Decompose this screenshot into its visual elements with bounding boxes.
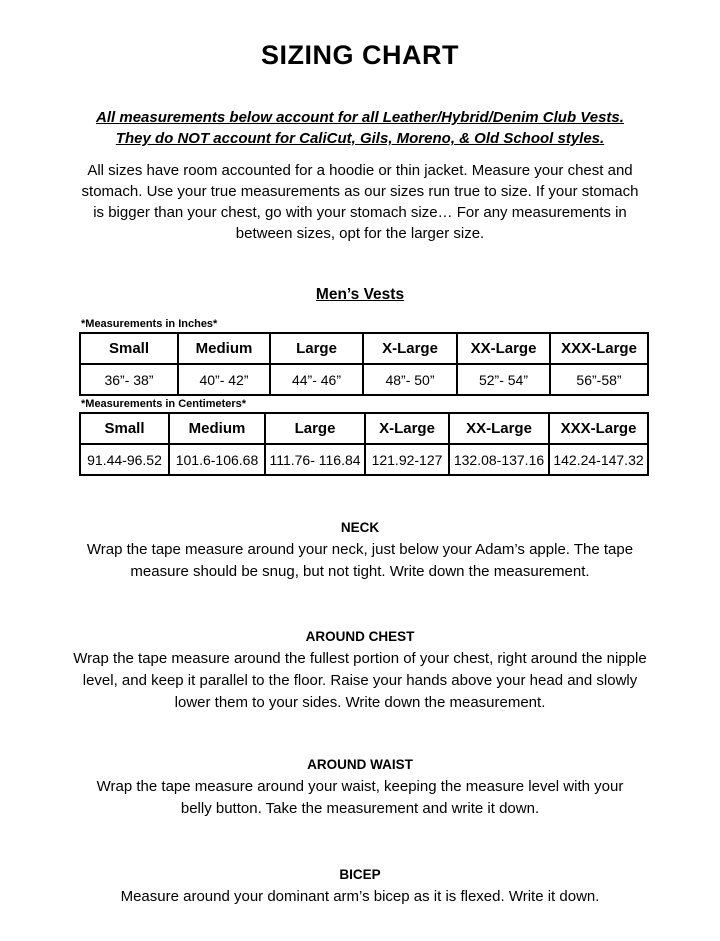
size-header-cell: XXX-Large xyxy=(549,413,648,444)
instruction-body: Wrap the tape measure around your waist, keeping the measure level with your belly button. Take the measurement and write it down. xyxy=(96,778,624,817)
disclaimer-line-2: They do NOT account for CaliCut, Gils, Moreno, & Old School styles. xyxy=(115,130,605,147)
size-header-cell: XX-Large xyxy=(449,413,549,444)
centimeters-size-table xyxy=(79,412,649,476)
instruction-heading: NECK xyxy=(340,520,380,535)
instruction-heading: AROUND CHEST xyxy=(305,629,415,644)
size-header-cell: Medium xyxy=(178,333,270,364)
page-title: SIZING CHART xyxy=(261,40,459,70)
disclaimer-line-1: All measurements below account for all Leather/Hybrid/Denim Club Vests. xyxy=(96,109,624,126)
instruction-body: Wrap the tape measure around the fullest portion of your chest, right around the nipple level, and keep it parallel to the floor. Raise your hands above your head and slowly lower them to your sides. Write down the measurement. xyxy=(73,650,647,711)
section-title-mens-vests xyxy=(0,287,720,303)
size-header-cell: Medium xyxy=(169,413,265,444)
instruction-body: Wrap the tape measure around your neck, just below your Adam’s apple. The tape measure should be snug, but not tight. Write down the measurement. xyxy=(86,541,634,580)
size-header-cell: X-Large xyxy=(365,413,449,444)
size-value-cell: 111.76- 116.84 xyxy=(265,444,365,475)
size-header-cell: Large xyxy=(265,413,365,444)
size-value-cell: 36”- 38” xyxy=(80,364,178,395)
inches-values-row xyxy=(80,364,648,395)
size-value-cell: 101.6-106.68 xyxy=(169,444,265,475)
disclaimer xyxy=(0,107,720,149)
size-header-cell: Large xyxy=(270,333,363,364)
size-header-cell: X-Large xyxy=(363,333,457,364)
instruction-section-around-waist xyxy=(0,757,720,820)
inches-header-row xyxy=(80,333,648,364)
instruction-section-bicep xyxy=(0,867,720,908)
inches-table-label: *Measurements in Inches* xyxy=(81,318,218,330)
instruction-body: Measure around your dominant arm’s bicep as it is flexed. Write it down. xyxy=(120,888,600,905)
inches-table-block xyxy=(79,318,647,396)
centimeters-table-label: *Measurements in Centimeters* xyxy=(81,398,247,410)
inches-size-table xyxy=(79,332,649,396)
size-value-cell: 91.44-96.52 xyxy=(80,444,169,475)
size-value-cell: 40”- 42” xyxy=(178,364,270,395)
size-value-cell: 121.92-127 xyxy=(365,444,449,475)
instruction-section-around-chest xyxy=(0,629,720,714)
intro-paragraph: All sizes have room accounted for a hoodie or thin jacket. Measure your chest and stomach. Use your true measurements as our sizes run true to size. If your stomach is bigger than your chest, go with your stomach size… For any measurements in between sizes, opt for the larger size. xyxy=(81,162,639,242)
section-title-text: Men’s Vests xyxy=(315,286,405,303)
centimeters-values-row xyxy=(80,444,648,475)
instruction-heading: AROUND WAIST xyxy=(307,757,413,772)
instruction-heading: BICEP xyxy=(339,867,381,882)
centimeters-header-row xyxy=(80,413,648,444)
size-header-cell: Small xyxy=(80,413,169,444)
size-value-cell: 44”- 46” xyxy=(270,364,363,395)
size-value-cell: 56”-58” xyxy=(550,364,648,395)
instruction-section-neck xyxy=(0,520,720,583)
size-header-cell: XX-Large xyxy=(457,333,550,364)
size-value-cell: 52”- 54” xyxy=(457,364,550,395)
centimeters-table-block xyxy=(79,398,647,476)
size-value-cell: 48”- 50” xyxy=(363,364,457,395)
size-header-cell: XXX-Large xyxy=(550,333,648,364)
size-header-cell: Small xyxy=(80,333,178,364)
size-value-cell: 142.24-147.32 xyxy=(549,444,648,475)
size-value-cell: 132.08-137.16 xyxy=(449,444,549,475)
